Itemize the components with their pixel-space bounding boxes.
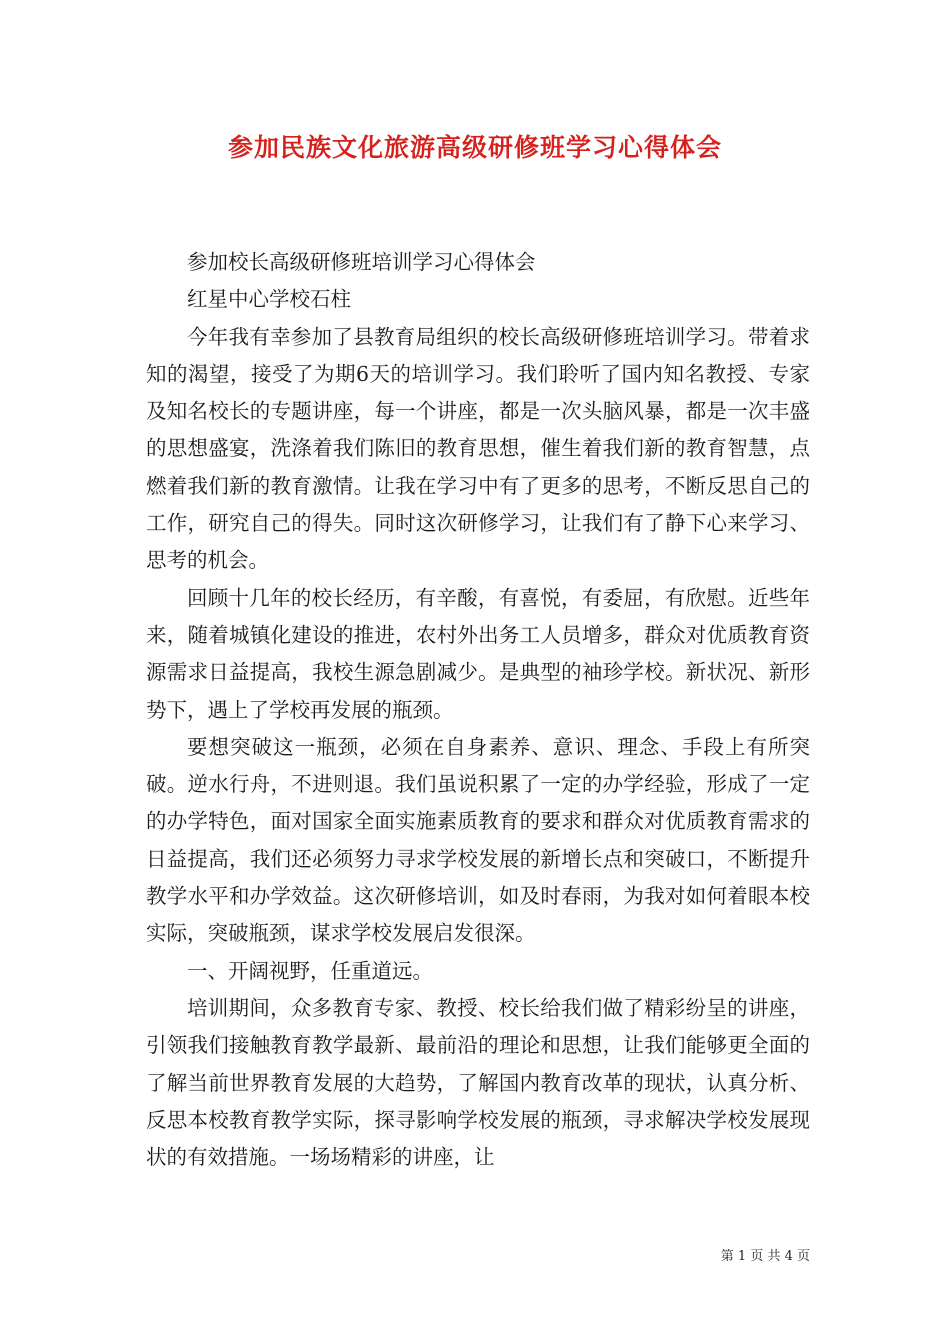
paragraph-subtitle: 参加校长高级研修班培训学习心得体会 bbox=[187, 250, 536, 274]
section-heading: 一、开阔视野，任重道远。 bbox=[187, 958, 433, 983]
paragraph-author: 红星中心学校石柱 bbox=[187, 287, 351, 312]
paragraph: 要想突破这一瓶颈，必须在自身素养、意识、理念、手段上有所突破。逆水行舟，不进则退。我们虽说积累了一定的办学经验，形成了一定的办学特色，面对国家全面实施素质教育的要求和群众对优质教育需求的日益提高，我们还必须努力寻求学校发展的新增长点和突破口，不断提升教学水平和办学效益。这次研修培训，如及时春雨，为我对如何着眼本校实际，突破瓶颈，谋求学校发展启发很深。 bbox=[146, 734, 810, 946]
paragraph: 回顾十几年的校长经历，有辛酸，有喜悦，有委屈，有欣慰。近些年来，随着城镇化建设的推进，农村外出务工人员增多，群众对优质教育资源需求日益提高，我校生源急剧减少。是典型的袖珍学校。新状况、新形势下，遇上了学校再发展的瓶颈。 bbox=[146, 585, 810, 722]
paragraph: 培训期间，众多教育专家、教授、校长给我们做了精彩纷呈的讲座，引领我们接触教育教学最新、最前沿的理论和思想，让我们能够更全面的了解当前世界教育发展的大趋势，了解国内教育改革的现状，认真分析、反思本校教育教学实际，探寻影响学校发展的瓶颈，寻求解决学校发展现状的有效措施。一场场精彩的讲座，让 bbox=[146, 995, 810, 1170]
page-number: 第 1 页 共 4 页 bbox=[720, 1249, 810, 1264]
paragraph: 今年我有幸参加了县教育局组织的校长高级研修班培训学习。带着求知的渴望，接受了为期6天的培训学习。我们聆听了国内知名教授、专家及知名校长的专题讲座，每一个讲座，都是一次头脑风暴，都是一次丰盛的思想盛宴，洗涤着我们陈旧的教育思想，催生着我们新的教育智慧，点燃着我们新的教育激情。让我在学习中有了更多的思考，不断反思自己的工作，研究自己的得失。同时这次研修学习，让我们有了静下心来学习、思考的机会。 bbox=[146, 324, 810, 573]
page-title: 参加民族文化旅游高级研修班学习心得体会 bbox=[227, 133, 722, 162]
document-body bbox=[146, 244, 810, 1176]
